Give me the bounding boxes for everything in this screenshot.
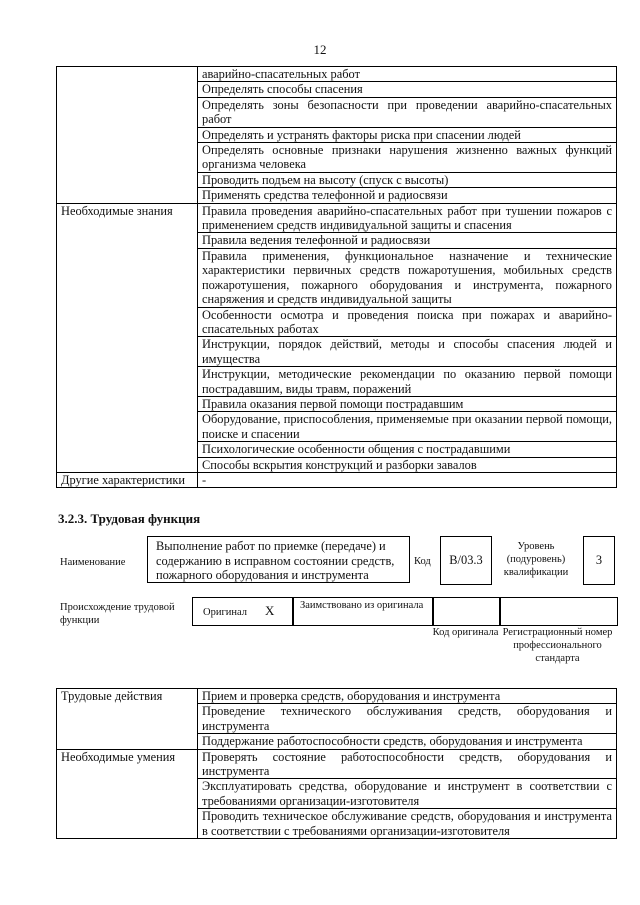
row-text: Проводить техническое обслуживание средств, оборудования и инструмента в соответствии с требованиями организации-изготовителя [198, 809, 617, 839]
row-text: Прием и проверка средств, оборудования и инструмента [198, 689, 617, 704]
competency-table [56, 66, 617, 488]
name-label: Наименование [60, 557, 126, 568]
row-text: Правила применения, функциональное назначение и технические характеристики первичных средств пожаротушения, мобильных средств пожаротушения, пожарного оборудования и инструмента, пожарного снаряжения и средств индивидуальной защиты [198, 248, 617, 307]
row-text: Определять основные признаки нарушения жизненно важных функций организма человека [198, 143, 617, 173]
code-original-label: Код оригинала [432, 627, 499, 638]
row-text: Проводить подъем на высоту (спуск с высоты) [198, 172, 617, 187]
borrowed-label: Заимствовано из оригинала [300, 600, 424, 611]
row-text: Способы вскрытия конструкций и разборки завалов [198, 457, 617, 472]
row-category: Другие характеристики [57, 472, 198, 487]
row-text: Инструкции, порядок действий, методы и способы спасения людей и имущества [198, 337, 617, 367]
row-text: Проверять состояние работоспособности средств, оборудования и инструмента [198, 749, 617, 779]
code-original-cell [432, 597, 501, 626]
row-text: Определять и устранять факторы риска при спасении людей [198, 127, 617, 142]
section-heading: 3.2.3. Трудовая функция [58, 511, 201, 526]
row-text: Правила ведения телефонной и радиосвязи [198, 233, 617, 248]
row-category: Трудовые действия [57, 689, 198, 750]
table-row [57, 203, 617, 233]
table-row [57, 472, 617, 487]
row-category: Необходимые знания [57, 203, 198, 472]
row-text: Поддержание работоспособности средств, оборудования и инструмента [198, 734, 617, 749]
code-value: В/03.3 [440, 536, 492, 585]
reg-number-label: Регистрационный номер профессионального стандарта [502, 627, 613, 664]
row-text: Определять способы спасения [198, 82, 617, 97]
origin-label: Происхождение трудовой функции [60, 602, 175, 626]
row-text: - [198, 472, 617, 487]
row-text: Проведение технического обслуживания средств, оборудования и инструмента [198, 704, 617, 734]
function-table [56, 688, 617, 839]
original-mark: X [265, 603, 275, 618]
row-text: Оборудование, приспособления, применяемые при оказании первой помощи, поиске и спасении [198, 412, 617, 442]
row-text: Психологические особенности общения с пострадавшими [198, 442, 617, 457]
table-row [57, 749, 617, 779]
row-category: Необходимые умения [57, 749, 198, 838]
level-value: 3 [583, 536, 615, 585]
row-text: Особенности осмотра и проведения поиска при пожарах и аварийно-спасательных работах [198, 307, 617, 337]
page-number: 12 [313, 42, 327, 57]
row-text: Эксплуатировать средства, оборудование и инструмент в соответствии с требованиями организации-изготовителя [198, 779, 617, 809]
function-name: Выполнение работ по приемке (передаче) и содержанию в исправном состоянии средств, пожарного оборудования и инструмента [147, 536, 410, 583]
code-label: Код [414, 556, 431, 567]
row-text: Применять средства телефонной и радиосвязи [198, 188, 617, 203]
row-text: Определять зоны безопасности при проведении аварийно-спасательных работ [198, 97, 617, 127]
table-row [57, 689, 617, 704]
row-text: Правила оказания первой помощи пострадавшим [198, 396, 617, 411]
row-category [57, 67, 198, 204]
row-text: аварийно-спасательных работ [198, 67, 617, 82]
row-text: Правила проведения аварийно-спасательных работ при тушении пожаров с применением средств индивидуальной защиты и спасения [198, 203, 617, 233]
level-label: Уровень (подуровень) квалификации [503, 541, 569, 578]
row-text: Инструкции, методические рекомендации по оказанию первой помощи пострадавшим, виды травм, поражений [198, 367, 617, 397]
table-row [57, 67, 617, 82]
original-label: Оригинал [203, 607, 247, 618]
reg-number-cell [499, 597, 618, 626]
